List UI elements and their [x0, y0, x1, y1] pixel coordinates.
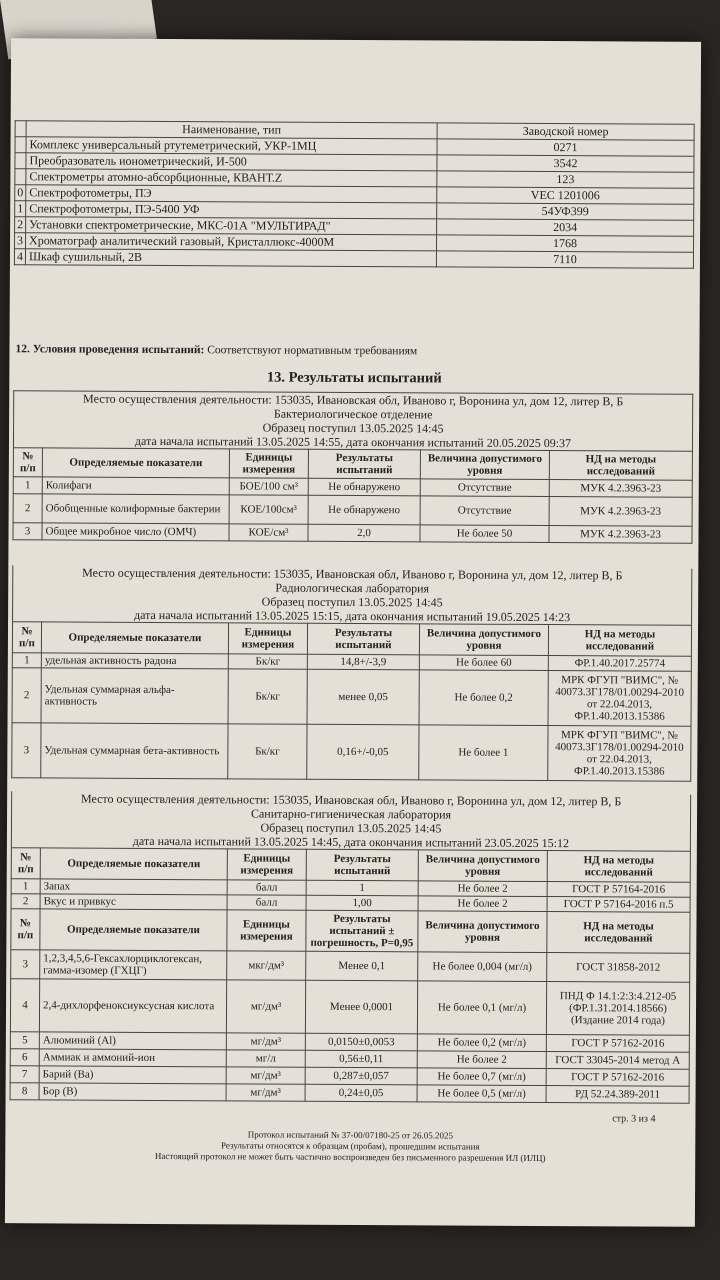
column-param-header: Определяемые показатели: [42, 448, 229, 478]
section-dates: дата начала испытаний 13.05.2025 14:55, дата окончания испытаний 20.05.2025 09:37: [134, 433, 572, 451]
column-number-header: № п/п: [13, 448, 42, 477]
equipment-name: Спектрофотометры, ПЭ-5400 УФ: [26, 201, 437, 219]
cell-result: 0,0150±0,0053: [305, 1033, 417, 1051]
cell-result: 0,24±0,05: [305, 1084, 417, 1102]
section-place: Место осуществления деятельности: 153035, Ивановская обл, Иваново г, Воронина ул, дом 12, литер В, Б: [82, 565, 623, 583]
cell-param: Барий (Ва): [39, 1066, 226, 1084]
column-method-header: НД на методы исследований: [547, 851, 690, 883]
table-row: [13, 523, 692, 544]
row-number: 2: [15, 217, 26, 233]
column-units-header: Единицы измерения: [228, 623, 307, 654]
cell-param: удельная активность радона: [41, 653, 228, 669]
footer-line: Результаты относятся к образцам (пробам), прошедшим испытания: [220, 1140, 480, 1152]
table-row: [12, 668, 691, 727]
cell-method: ГОСТ 31858-2012: [547, 953, 690, 983]
cell-units: Бк/кг: [228, 724, 307, 779]
cell-units: балл: [227, 895, 306, 910]
cell-param: Удельная суммарная альфа-активность: [41, 668, 228, 724]
results-table: [12, 447, 692, 544]
cell-n: 2: [13, 494, 42, 523]
section-bacteriology: [12, 390, 693, 544]
row-number: 0: [15, 185, 26, 201]
cell-units: мг/дм³: [226, 1033, 305, 1050]
column-method-header: НД на методы исследований: [547, 912, 690, 954]
section-dept: Бактериологическое отделение: [273, 406, 433, 422]
document-page: [5, 38, 701, 1227]
cell-result: Менее 0,0001: [305, 980, 417, 1034]
cell-allowed: Не более 60: [419, 655, 548, 671]
conditions-label: 12. Условия проведения испытаний:: [15, 343, 205, 357]
equipment-serial: VEC 1201006: [437, 187, 694, 204]
cell-result: Не обнаружено: [308, 495, 420, 525]
cell-allowed: Не более 0,1 (мг/л): [417, 981, 546, 1035]
cell-method: РД 52.24.389-2011: [546, 1086, 689, 1104]
table-header: [11, 909, 690, 954]
row-number: [15, 153, 26, 169]
cell-n: 1: [13, 477, 42, 494]
section-radiology: [11, 565, 692, 782]
equipment-name: Хроматограф аналитический газовый, Кристаллюкс-4000М: [26, 233, 437, 251]
column-results-header: Результаты испытаний ± погрешность, Р=0,95: [306, 910, 418, 952]
section-dept: Санитарно-гигиеническая лаборатория: [250, 806, 452, 822]
table-row: [13, 494, 692, 527]
equipment-serial: 3542: [437, 155, 694, 172]
equipment-name: Спектрометры атомно-абсорбционные, КВАНТ.Z: [26, 169, 437, 187]
cell-allowed: Не более 1: [419, 725, 548, 781]
footer: [5, 1128, 695, 1165]
column-units-header: Единицы измерения: [229, 449, 308, 478]
cell-n: 1: [12, 653, 41, 668]
results-table: [11, 621, 692, 782]
cell-method: ГОСТ Р 57164-2016: [547, 882, 690, 898]
row-number: [15, 137, 26, 153]
equipment-table: [14, 120, 695, 269]
cell-n: 1: [11, 879, 40, 894]
footer-line: Протокол испытаний № 37-00/07180-25 от 26.05.2025: [247, 1129, 454, 1141]
cell-units: КОЕ/100см³: [229, 495, 308, 524]
cell-result: 1: [306, 880, 418, 896]
cell-allowed: Не более 50: [420, 525, 549, 543]
equipment-serial: 0271: [437, 139, 694, 156]
cell-allowed: Не более 0,7 (мг/л): [417, 1068, 546, 1086]
cell-n: 4: [10, 979, 39, 1032]
equipment-serial: 1768: [436, 235, 693, 252]
cell-units: мг/дм³: [226, 1084, 305, 1101]
cell-n: 7: [10, 1066, 39, 1083]
equipment-name: Комплекс универсальный ртутеметрический, УКР-1МЦ: [26, 137, 437, 155]
test-conditions: [15, 343, 417, 357]
equipment-serial: 123: [437, 171, 694, 188]
section-dept: Радиологическая лаборатория: [275, 580, 430, 596]
cell-n: 3: [12, 723, 41, 778]
cell-n: 8: [10, 1083, 39, 1100]
cell-param: 1,2,3,4,5,6-Гексахлорциклогексан, гамма-изомер (ГХЦГ): [40, 950, 227, 980]
cell-n: 2: [11, 894, 40, 909]
column-results-header: Результаты испытаний: [306, 849, 418, 881]
cell-result: 0,56±0,11: [305, 1050, 417, 1068]
cell-method: МУК 4.2.3963-23: [549, 497, 692, 527]
cell-param: 2,4-дихлорфеноксиуксусная кислота: [39, 979, 226, 1033]
column-allowed-header: Величина допустимого уровня: [418, 911, 547, 953]
cell-result: менее 0,05: [307, 669, 419, 725]
cell-allowed: Отсутствие: [420, 479, 549, 497]
equipment-name: Установки спектрометрические, МКС-01А "МУЛЬТИРАД": [26, 217, 437, 235]
cell-units: балл: [227, 880, 306, 895]
cell-n: 5: [10, 1032, 39, 1049]
cell-result: 0,16+/-0,05: [307, 724, 419, 780]
cell-result: 0,287±0,057: [305, 1067, 417, 1085]
cell-param: Колифаги: [42, 477, 229, 495]
cell-units: мг/дм³: [226, 980, 305, 1033]
equipment-serial: 54УФ399: [437, 203, 694, 220]
cell-param: Удельная суммарная бета-активность: [41, 723, 228, 779]
table-row: [11, 950, 690, 983]
row-number: 3: [15, 233, 26, 249]
column-number-header: № п/п: [11, 848, 40, 879]
results-table: [10, 847, 691, 1104]
cell-method: МРК ФГУП "ВИМС", № 40073.3Г178/01.00294-2010 от 22.04.2013, ФР.1.40.2013.15386: [548, 726, 691, 782]
cell-allowed: Не более 0,5 (мг/л): [417, 1085, 546, 1103]
cell-param: Общее микробное число (ОМЧ): [42, 523, 229, 541]
cell-units: мг/дм³: [226, 1067, 305, 1084]
section-received: Образец поступил 13.05.2025 14:45: [262, 420, 444, 436]
conditions-text: Соответствуют нормативным требованиям: [207, 344, 418, 358]
column-allowed-header: Величина допустимого уровня: [418, 850, 547, 882]
cell-param: Запах: [40, 879, 227, 895]
column-param-header: Определяемые показатели: [41, 622, 228, 654]
column-units-header: Единицы измерения: [227, 910, 306, 951]
cell-result: 2,0: [308, 524, 420, 542]
section-received: Образец поступил 13.05.2025 14:45: [261, 594, 443, 610]
column-number-header: № п/п: [12, 622, 41, 653]
column-results-header: Результаты испытаний: [308, 449, 420, 479]
cell-allowed: Не более 2: [418, 881, 547, 897]
row-number: 1: [15, 201, 26, 217]
cell-param: Обобщенные колиформные бактерии: [42, 494, 229, 524]
column-method-header: НД на методы исследований: [549, 451, 692, 481]
section-dates: дата начала испытаний 13.05.2025 15:15, дата окончания испытаний 19.05.2025 14:23: [133, 607, 571, 625]
cell-units: БОЕ/100 см³: [229, 478, 308, 495]
equipment-name: Спектрофотометры, ПЭ: [26, 185, 437, 203]
cell-allowed: Отсутствие: [420, 496, 549, 526]
cell-n: 3: [13, 523, 42, 540]
table-row: [12, 723, 691, 782]
cell-method: МУК 4.2.3963-23: [549, 480, 692, 498]
column-allowed-header: Величина допустимого уровня: [420, 450, 549, 480]
page-number: стр. 3 из 4: [612, 1113, 656, 1125]
cell-allowed: Не более 0,2 (мг/л): [417, 1034, 546, 1052]
table-header: [11, 848, 690, 883]
cell-units: КОЕ/см³: [229, 524, 308, 541]
cell-result: Не обнаружено: [308, 478, 420, 496]
section-received: Образец поступил 13.05.2025 14:45: [260, 820, 442, 836]
footer-line: Настоящий протокол не может быть частично воспроизведен без письменного разрешения ИЛ (ИЛЦ): [154, 1150, 546, 1164]
cell-method: ГОСТ Р 57162-2016: [546, 1035, 689, 1053]
cell-method: ГОСТ Р 57164-2016 п.5: [547, 897, 690, 913]
table-header: [12, 622, 691, 657]
column-method-header: НД на методы исследований: [548, 625, 691, 657]
cell-result: 14,8+/-3,9: [307, 654, 419, 670]
cell-units: Бк/кг: [228, 654, 307, 669]
section-dates: дата начала испытаний 13.05.2025 14:45, дата окончания испытаний 23.05.2025 15:12: [132, 833, 570, 851]
table-header: [13, 448, 692, 481]
table-row: [10, 1083, 689, 1104]
cell-units: мг/л: [226, 1050, 305, 1067]
cell-result: Менее 0,1: [306, 951, 418, 981]
equipment-name-header: Наименование, тип: [26, 121, 437, 139]
cell-method: ГОСТ 33045-2014 метод А: [546, 1052, 689, 1070]
table-row: [10, 979, 689, 1036]
cell-param: Аммиак и аммоний-ион: [39, 1049, 226, 1067]
cell-n: 3: [11, 950, 40, 979]
cell-units: Бк/кг: [228, 669, 307, 724]
cell-param: Бор (В): [39, 1083, 226, 1101]
equipment-serial: 7110: [436, 251, 693, 268]
equipment-name: Шкаф сушильный, 2В: [25, 249, 436, 267]
equipment-row: [14, 249, 693, 269]
column-units-header: Единицы измерения: [227, 849, 306, 880]
cell-method: МУК 4.2.3963-23: [549, 526, 692, 544]
section-sanitary: [10, 791, 692, 1104]
cell-method: МРК ФГУП "ВИМС", № 40073.3Г178/01.00294-2010 от 22.04.2013, ФР.1.40.2013.15386: [548, 671, 691, 727]
row-number: [15, 169, 26, 185]
column-results-header: Результаты испытаний: [307, 623, 419, 655]
cell-param: Алюминий (Al): [39, 1032, 226, 1050]
row-number: 4: [14, 249, 25, 265]
section-place: Место осуществления деятельности: 153035, Ивановская обл, Иваново г, Воронина ул, дом 12, литер В, Б: [83, 391, 624, 409]
cell-units: мкг/дм³: [227, 951, 306, 980]
cell-method: ГОСТ Р 57162-2016: [546, 1069, 689, 1087]
column-param-header: Определяемые показатели: [40, 848, 227, 880]
cell-result: 1,00: [306, 895, 418, 911]
cell-n: 2: [12, 668, 41, 723]
equipment-serial: 2034: [437, 219, 694, 236]
cell-allowed: Не более 2: [418, 896, 547, 912]
equipment-serial-header: Заводской номер: [437, 123, 694, 140]
cell-allowed: Не более 0,004 (мг/л): [418, 952, 547, 982]
cell-method: ФР.1.40.2017.25774: [548, 656, 691, 672]
column-number-header: № п/п: [11, 909, 40, 950]
section-place: Место осуществления деятельности: 153035, Ивановская обл, Иваново г, Воронина ул, дом 12, литер В, Б: [80, 791, 622, 809]
results-title: 13. Результаты испытаний: [266, 369, 442, 387]
cell-param: Вкус и привкус: [40, 894, 227, 910]
column-allowed-header: Величина допустимого уровня: [419, 624, 548, 656]
equipment-name: Преобразователь ионометрический, И-500: [26, 153, 437, 171]
cell-n: 6: [10, 1049, 39, 1066]
column-param-header: Определяемые показатели: [40, 909, 227, 951]
cell-allowed: Не более 2: [417, 1051, 546, 1069]
cell-allowed: Не более 0,2: [419, 670, 548, 726]
cell-method: ПНД Ф 14.1:2:3:4.212-05 (ФР.1.31.2014.18566) (Издание 2014 года): [546, 982, 689, 1036]
